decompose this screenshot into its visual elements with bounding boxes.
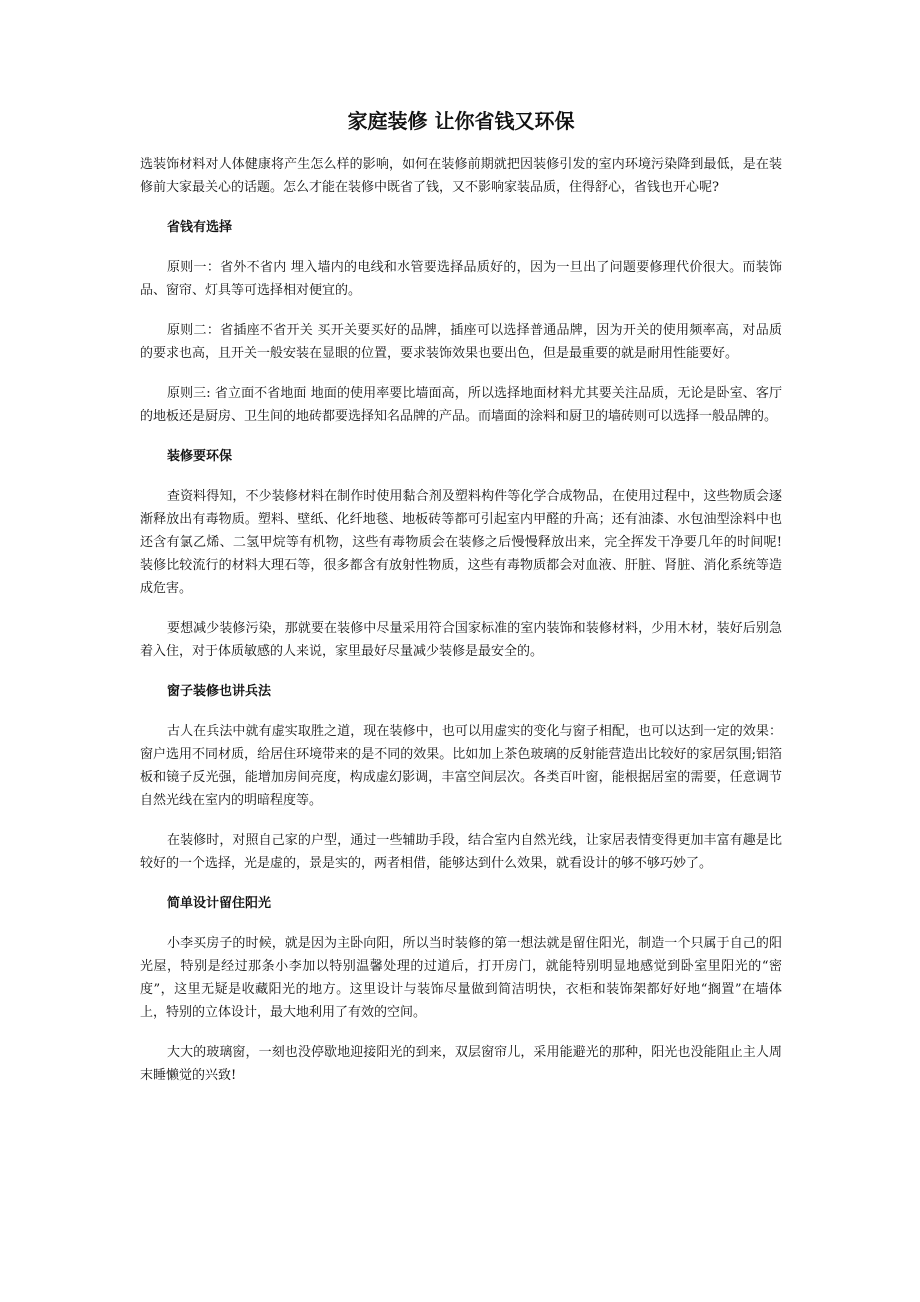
document-body [140, 106, 782, 1104]
paragraph: 原则一：省外不省内 埋入墙内的电线和水管要选择品质好的，因为一旦出了问题要修理代价很大。而装饰品、窗帘、灯具等可选择相对便宜的。 [140, 260, 782, 298]
paragraph: 在装修时，对照自己家的户型，通过一些辅助手段，结合室内自然光线，让家居表情变得更加丰富有趣是比较好的一个选择，光是虚的，景是实的，两者相借，能够达到什么效果，就看设计的够不够巧妙了。 [140, 833, 782, 871]
paragraph: 要想减少装修污染，那就要在装修中尽量采用符合国家标准的室内装饰和装修材料，少用木材，装好后别急着入住，对于体质敏感的人来说，家里最好尽量减少装修是最安全的。 [140, 621, 782, 659]
paragraph: 大大的玻璃窗，一刻也没停歇地迎接阳光的到来，双层窗帘儿，采用能避光的那种，阳光也没能阻止主人周末睡懒觉的兴致! [140, 1045, 782, 1083]
paragraph: 查资料得知，不少装修材料在制作时使用黏合剂及塑料构件等化学合成物品，在使用过程中，这些物质会逐渐释放出有毒物质。塑料、壁纸、化纤地毯、地板砖等都可引起室内甲醛的升高；还有油漆、水包油型涂料中也还含有氯乙烯、二氢甲烷等有机物，这些有毒物质会在装修之后慢慢释放出来，完全挥发干净要几年的时间呢!装修比较流行的材料大理石等，很多都含有放射性物质，这些有毒物质都会对血液、肝脏、肾脏、消化系统等造成危害。 [140, 489, 782, 596]
intro-paragraph: 选装饰材料对人体健康将产生怎么样的影响，如何在装修前期就把因装修引发的室内环境污染降到最低，是在装修前大家最关心的话题。怎么才能在装修中既省了钱，又不影响家装品质，住得舒心，省钱也开心呢? [140, 157, 782, 195]
section-heading-save-money: 省钱有选择 [167, 220, 233, 235]
paragraph: 小李买房子的时候，就是因为主卧向阳，所以当时装修的第一想法就是留住阳光，制造一个只属于自己的阳光屋，特别是经过那条小李加以特别温馨处理的过道后，打开房门，就能特别明显地感觉到卧室里阳光的“密度”，这里无疑是收藏阳光的地方。这里设计与装饰尽量做到简洁明快，衣柜和装饰架都好好地“搁置”在墙体上，特别的立体设计，最大地利用了有效的空间。 [140, 936, 782, 1020]
paragraph: 古人在兵法中就有虚实取胜之道，现在装修中，也可以用虚实的变化与窗子相配，也可以达到一定的效果：窗户选用不同材质，给居住环境带来的是不同的效果。比如加上茶色玻璃的反射能营造出比较好的家居氛围;铝箔板和镜子反光强，能增加房间亮度，构成虚幻影调，丰富空间层次。各类百叶窗，能根据居室的需要，任意调节自然光线在室内的明暗程度等。 [140, 724, 782, 808]
section-heading-window-decoration: 窗子装修也讲兵法 [167, 684, 272, 699]
section-heading-keep-sunlight: 简单设计留住阳光 [167, 896, 272, 911]
page-title: 家庭装修 让你省钱又环保 [347, 109, 575, 133]
paragraph: 原则二：省插座不省开关 买开关要买好的品牌，插座可以选择普通品牌，因为开关的使用频率高，对品质的要求也高，且开关一般安装在显眼的位置，要求装饰效果也要出色，但是最重要的就是耐用性能要好。 [140, 323, 782, 361]
paragraph: 原则三: 省立面不省地面 地面的使用率要比墙面高，所以选择地面材料尤其要关注品质，无论是卧室、客厅的地板还是厨房、卫生间的地砖都要选择知名品牌的产品。而墙面的涂料和厨卫的墙砖则可以选择一般品牌的。 [140, 386, 782, 424]
section-heading-eco-friendly: 装修要环保 [167, 449, 233, 464]
